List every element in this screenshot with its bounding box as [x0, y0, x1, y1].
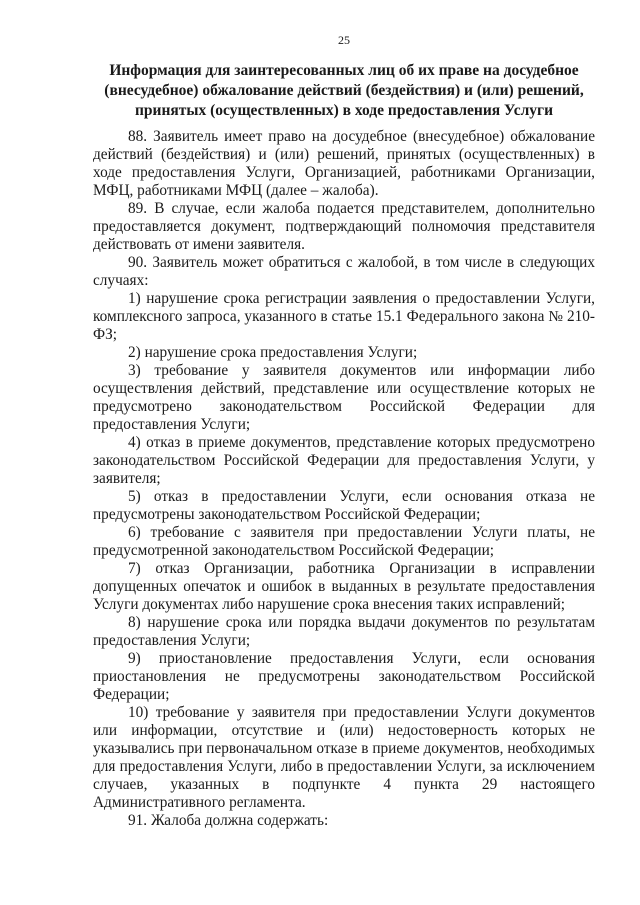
paragraph-90: 90. Заявитель может обратиться с жалобой, в том числе в следующих случаях: [93, 254, 595, 289]
list-item-1: 1) нарушение срока регистрации заявления о предоставлении Услуги, комплексного запроса, указанного в статье 15.1 Федерального закона № 210-ФЗ; [93, 290, 595, 343]
list-item-10: 10) требование у заявителя при предоставлении Услуги документов или информации, отсутствие и (или) недостоверность которых не указывались при первоначальном отказе в приеме документов, необходимых для предоставления Услуги, либо в предоставлении Услуги, за исключением случаев, указанных в подпункте 4 пункта 29 настоящего Административного регламента. [93, 704, 595, 811]
list-item-7: 7) отказ Организации, работника Организации в исправлении допущенных опечаток и ошибок в выданных в результате предоставления Услуги документах либо нарушение срока внесения таких исправлений; [93, 560, 595, 613]
paragraph-88: 88. Заявитель имеет право на досудебное (внесудебное) обжалование действий (бездействия) и (или) решений, принятых (осуществленных) в ходе предоставления Услуги, Организацией, работниками Организации, МФЦ, работниками МФЦ (далее – жалоба). [93, 128, 595, 199]
page-number: 25 [338, 33, 350, 47]
paragraph-91: 91. Жалоба должна содержать: [128, 812, 329, 829]
list-item-5: 5) отказ в предоставлении Услуги, если основания отказа не предусмотрены законодательством Российской Федерации; [93, 488, 595, 523]
list-item-2: 2) нарушение срока предоставления Услуги; [128, 344, 418, 361]
list-item-9: 9) приостановление предоставления Услуги, если основания приостановления не предусмотрены законодательством Российской Федерации; [93, 650, 595, 703]
list-item-3: 3) требование у заявителя документов или информации либо осуществления действий, представление или осуществление которых не предусмотрено законодательством Российской Федерации для предоставления Услуги; [93, 362, 595, 433]
list-item-4: 4) отказ в приеме документов, представление которых предусмотрено законодательством Российской Федерации для предоставления Услуги, у заявителя; [93, 434, 595, 487]
list-item-6: 6) требование с заявителя при предоставлении Услуги платы, не предусмотренной законодательством Российской Федерации; [93, 524, 595, 559]
section-heading: Информация для заинтересованных лиц об их праве на досудебное (внесудебное) обжалование действий (бездействия) и (или) решений, принятых (осуществленных) в ходе предоставления Услуги [104, 62, 584, 119]
document-body [93, 128, 595, 830]
list-item-8: 8) нарушение срока или порядка выдачи документов по результатам предоставления Услуги; [93, 614, 595, 649]
paragraph-89: 89. В случае, если жалоба подается представителем, дополнительно предоставляется документ, подтверждающий полномочия представителя действовать от имени заявителя. [93, 200, 595, 253]
